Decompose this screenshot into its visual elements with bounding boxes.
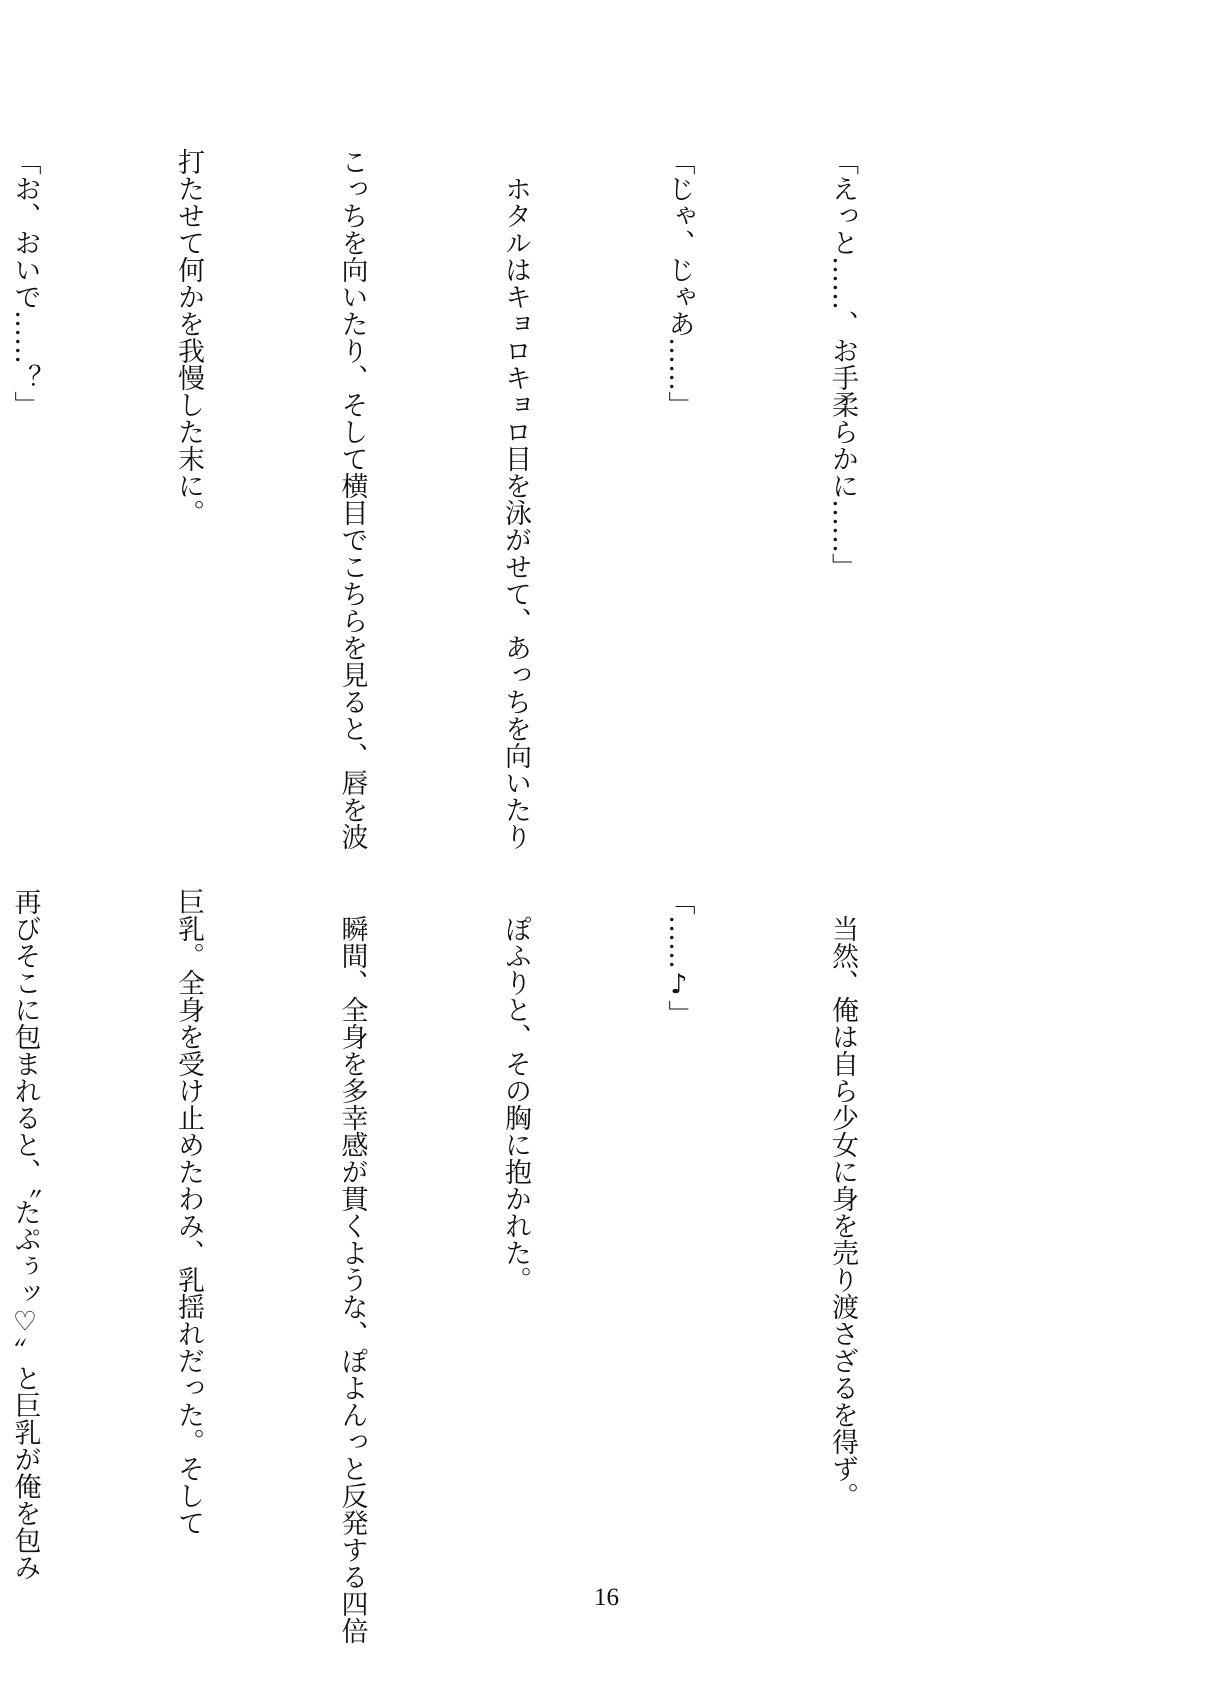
upper-text-block	[9, 148, 978, 850]
text-line: 「じゃ、じゃあ……」	[663, 148, 695, 418]
text-line: 再びそこに包まれると、〝たぷぅッ♡〟と巨乳が俺を包み	[9, 888, 41, 1581]
text-line: 瞬間、全身を多幸感が貫くような、ぽよんっと反発する四倍	[336, 888, 368, 1644]
page-number: 16	[594, 1584, 619, 1611]
text-line: 巨乳。全身を受け止めたわみ、乳揺れだった。そして	[173, 888, 204, 1536]
text-line: 当然、俺は自ら少女に身を売り渡さざるを得ず。	[827, 888, 858, 1509]
text-line: ぽふりと、その胸に抱かれた。	[500, 888, 531, 1293]
text-line: 打たせて何かを我慢した末に。	[173, 148, 204, 526]
text-line: 「お、おいで……？」	[9, 148, 41, 418]
text-line: 「えっと……、お手柔らかに……」	[827, 148, 858, 580]
text-line: ホタルはキョロキョロ目を泳がせて、あっちを向いたり	[500, 148, 531, 850]
text-line: 「……♪」	[663, 888, 695, 1027]
text-line: こっちを向いたり、そして横目でこちらを見ると、唇を波	[336, 148, 368, 850]
